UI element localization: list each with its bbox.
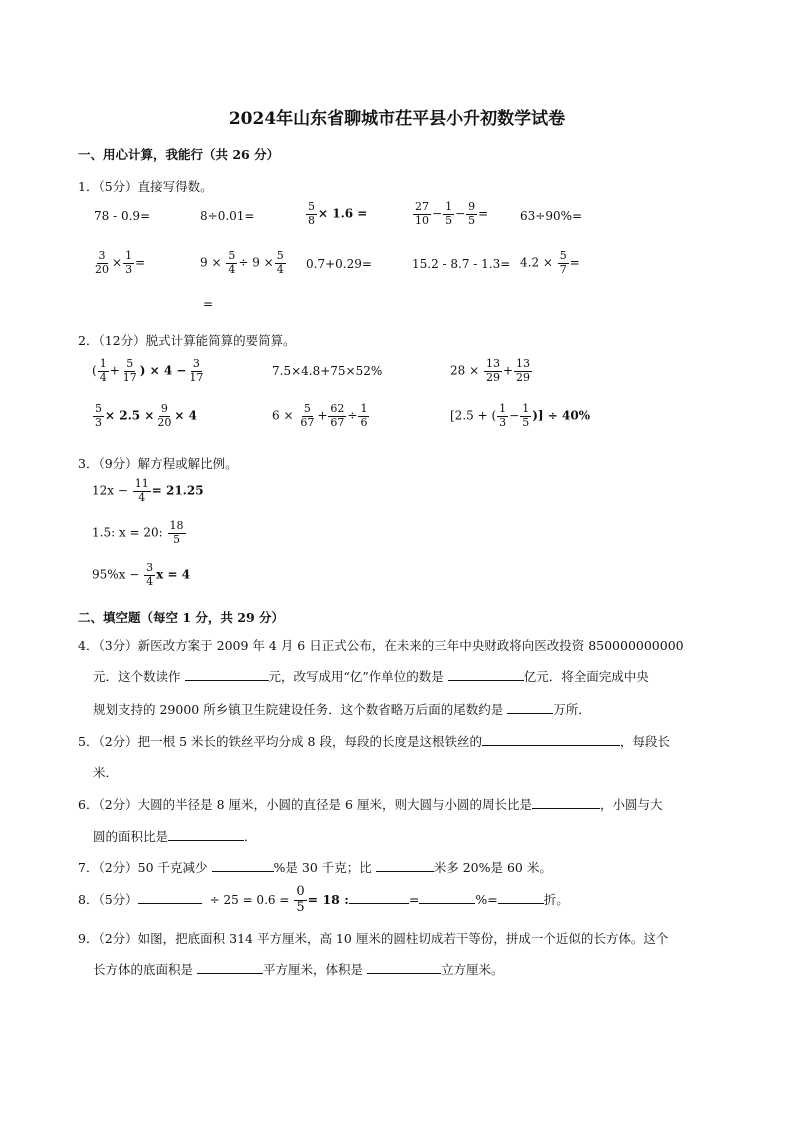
q1-f: $\frac{3}{20}$ × $\frac{1}{3}$ = [95,249,146,276]
q7-line: 7．（2分）50 千克减少 %是 30 千克；比 米多 20%是 60 米。 [78,860,552,875]
q1-a: 78 - 0.9= [94,209,151,223]
q9-blank-2[interactable] [367,960,441,974]
q2-d: $\frac{5}{3}$ × 2.5 × $\frac{9}{20}$ × 4 [95,402,197,429]
q4-line3: 规划支持的 29000 所乡镇卫生院建设任务．这个数省略万后面的尾数约是 万所． [93,702,591,717]
q7-blank-1[interactable] [212,858,274,872]
q1-d: $\frac{27}{10}$ − $\frac{1}{5}$ − $\frac{9}{5}$ = [415,200,489,227]
q2-stem: 2．（12分）脱式计算能简算的要简算。 [78,333,296,348]
q1-e: 63÷90%= [520,209,583,223]
q1-b: 8÷0.01= [200,209,255,223]
q4-line2: 元．这个数读作 元，改写成用“亿”作单位的数是 亿元．将全面完成中央 [93,669,649,684]
q5-line2: 米． [93,765,119,780]
q3-c: 95%x − $\frac{3}{4}$ x = 4 [92,561,191,588]
q9-blank-1[interactable] [197,960,263,974]
q1-h: 0.7+0.29= [306,257,372,271]
q6-line1: 6．（2分）大圆的半径是 8 厘米，小圆的直径是 6 厘米，则大圆与小圆的周长比是 ，小圆与大 [78,797,663,812]
q2-f: [2.5 + ( $\frac{1}{3}$ − $\frac{1}{5}$ )] ÷ 40% [450,402,591,429]
q2-b: 7.5×4.8+75×52% [272,364,383,378]
q1-c: $\frac{5}{8}$ × 1.6 = [308,200,368,227]
q8-blank-2[interactable] [349,890,409,904]
page-title: 2024年山东省聊城市茌平县小升初数学试卷 [228,109,566,129]
q1-stem: 1．（5分）直接写得数。 [78,179,213,194]
q3-a: 12x − $\frac{11}{4}$ = 21.25 [92,477,204,504]
q1-g-equals: = [203,297,214,311]
q2-c: 28 × $\frac{13}{29}$ + $\frac{13}{29}$ [450,357,531,384]
q7-blank-2[interactable] [376,858,434,872]
q2-e: 6 × $\frac{5}{67}$ + $\frac{62}{67}$ ÷ $\frac{1}{6}$ [272,402,368,429]
q6-line2: 圆的面积比是 ． [93,829,257,844]
q8-blank-1[interactable] [138,890,202,904]
q4-blank-2[interactable] [448,667,524,681]
q1-j: 4.2 × $\frac{5}{7}$ = [520,249,580,276]
q3-stem: 3．（9分）解方程或解比例。 [78,456,238,471]
section-1-heading: 一、用心计算，我能行（共 26 分） [78,147,280,162]
q4-line1: 4．（3分）新医改方案于 2009 年 4 月 6 日正式公布，在未来的三年中央财政将向医改投资 850000000000 [78,638,684,653]
q2-a: ( $\frac{1}{4}$ + $\frac{5}{17}$ ) × 4 − $\frac{3}{17}$ [92,357,204,384]
q1-g: 9 × $\frac{5}{4}$ ÷ 9 × $\frac{5}{4}$ [200,249,284,276]
q8-blank-4[interactable] [498,890,544,904]
q8-blank-3[interactable] [419,890,475,904]
q6-blank-1[interactable] [532,795,600,809]
q1-i: 15.2 - 8.7 - 1.3= [412,257,511,271]
q9-line2: 长方体的底面积是 平方厘米，体积是 立方厘米。 [93,962,504,977]
q5-line1: 5．（2分）把一根 5 米长的铁丝平均分成 8 段，每段的长度是这根铁丝的 ，每段长 [78,734,670,749]
q9-line1: 9．（2分）如图，把底面积 314 平方厘米，高 10 厘米的圆柱切成若干等份，拼成一个近似的长方体。这个 [78,931,669,946]
q3-b: 1.5: x = 20: $\frac{18}{5}$ [92,519,184,546]
q4-blank-3[interactable] [507,700,553,714]
q4-blank-1[interactable] [185,667,269,681]
section-2-heading: 二、填空题（每空 1 分，共 29 分） [78,610,285,625]
q6-blank-2[interactable] [168,827,244,841]
q8-line: 8．（5分） ÷ 25 = 0.6 = $\frac{0}{5}$ = 18 : = %= 折。 [78,884,569,915]
q5-blank-1[interactable] [482,732,620,746]
